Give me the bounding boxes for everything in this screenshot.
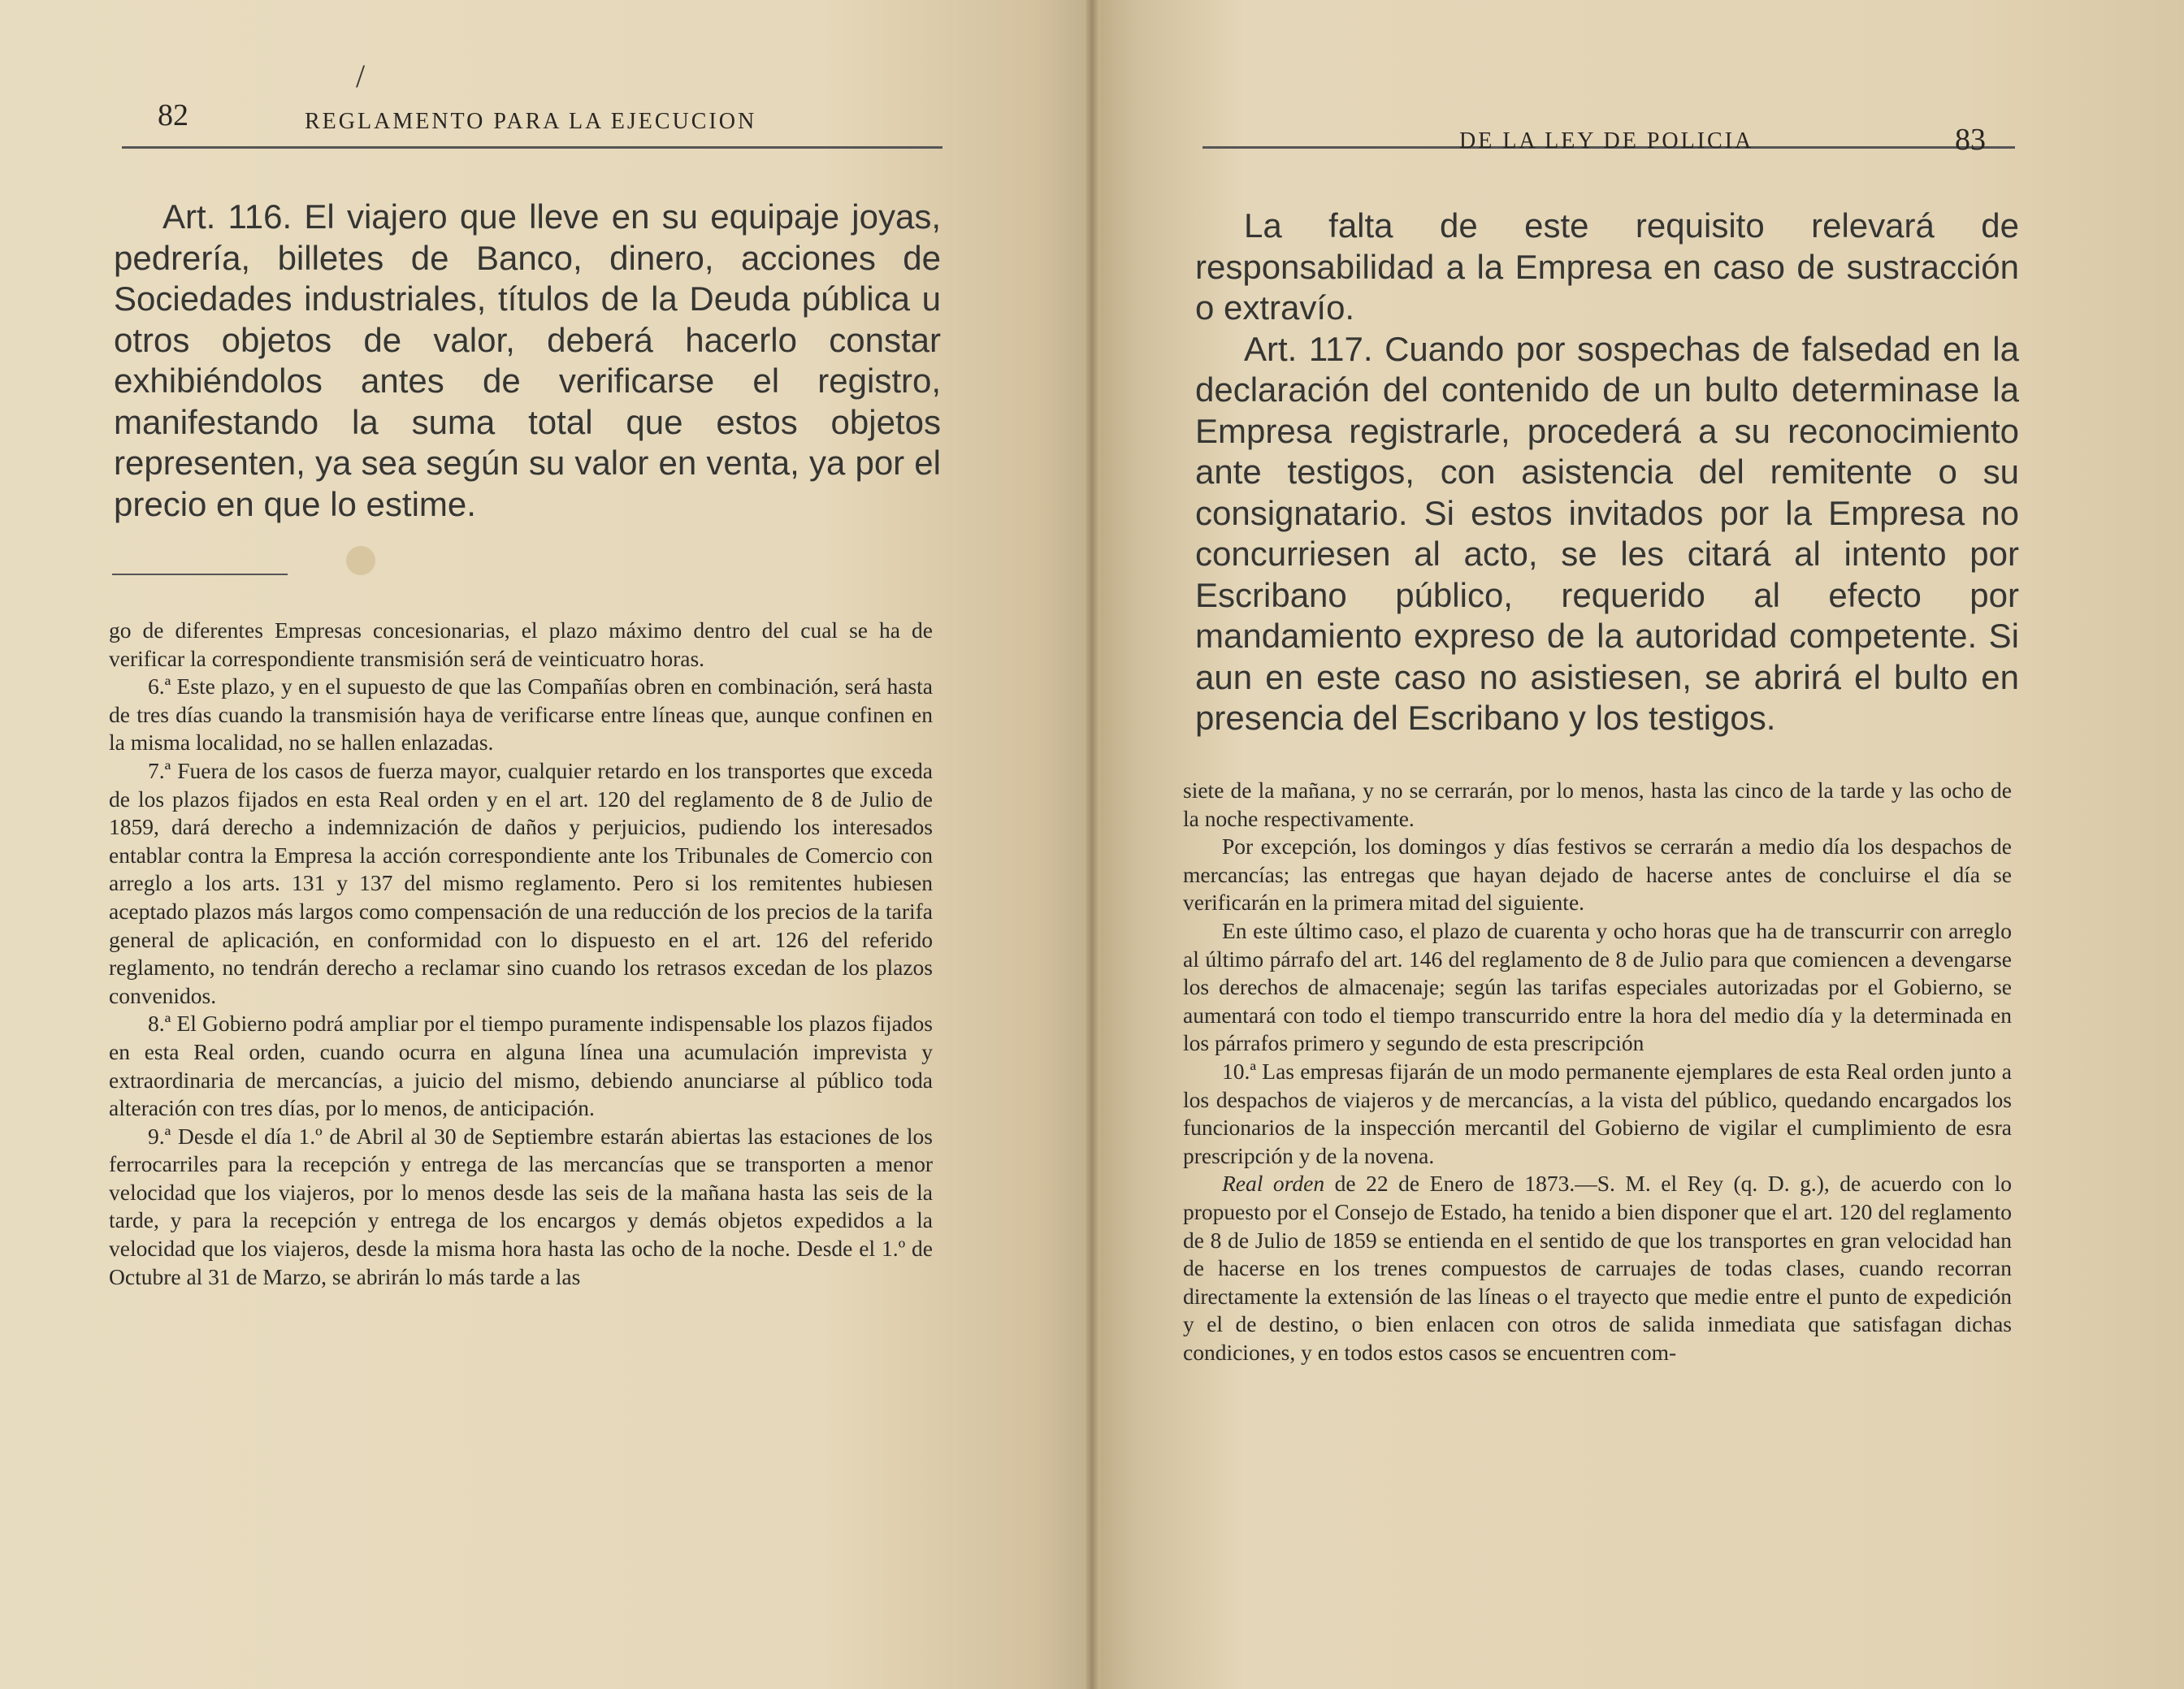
footnote-paragraph: siete de la mañana, y no se cerrarán, por lo menos, hasta las cinco de la tarde y las ocho de la noche respectivamente. xyxy=(1183,777,2012,831)
article-text xyxy=(1195,206,2019,739)
footnote-paragraph: En este último caso, el plazo de cuarenta y ocho horas que ha de transcurrir con arreglo al último párrafo del art. 146 del reglamento de 8 de Julio para que comiencen a devengarse los derechos de almacenaje; según las tarifas especiales autorizadas por el Gobierno, se aumentará con todo el tiempo transcurrido entre la hora del medio día y la determinada en los párrafos primero y segundo de esta prescripción xyxy=(1183,917,2012,1056)
footnote-text xyxy=(1183,777,2012,1366)
footnote-paragraph: 6.ª Este plazo, y en el supuesto de que las Compañías obren en combinación, será hasta de tres días cuando la transmisión haya de verificarse entre líneas que, aunque confinen en la misma localidad, no se hallen enlazadas. xyxy=(109,673,933,756)
footnote-paragraph: go de diferentes Empresas concesionarias, el plazo máximo dentro del cual se ha de verificar la correspondiente transmisión será de veinticuatro horas. xyxy=(109,617,933,671)
footnote-paragraph: 7.ª Fuera de los casos de fuerza mayor, cualquier retardo en los transportes que exceda de los plazos fijados en esta Real orden y en el art. 120 del reglamento de 8 de Julio de 1859, dará derecho a indemnización de daños y perjuicios, pudiendo los interesados entablar contra la Empresa la acción correspondiente ante los Tribunales de Comercio con arreglo a los arts. 131 y 137 del mismo reglamento. Pero si los remitentes hubiesen aceptado plazos más largos como compensación de una reducción de los precios de la tarifa general de aplicación, en conformidad con lo dispuesto en el art. 126 del referido reglamento, no tendrán derecho a reclamar sino cuando los retrasos excedan de los plazos convenidos. xyxy=(109,757,933,1008)
pen-mark: / xyxy=(356,58,366,94)
footnote-paragraph: 9.ª Desde el día 1.º de Abril al 30 de Septiembre estarán abiertas las estaciones de los ferrocarriles para la recepción y entrega de las mercancías que se transporten a menor velocidad que los viajeros, por lo menos desde las seis de la mañana hasta las seis de la tarde, y para la recepción y entrega de los encargos y demás objetos expedidos a la velocidad que los viajeros, desde la misma hora hasta las ocho de la noche. Desde el 1.º de Octubre al 31 de Marzo, se abrirán lo más tarde a las xyxy=(109,1123,933,1289)
footnote-text xyxy=(109,617,933,1291)
footnote-rule xyxy=(112,574,288,575)
article-paragraph: Art. 117. Cuando por sospechas de falsedad en la declaración del contenido de un bulto determinase la Empresa registrarle, procederá a su reconocimiento ante testigos, con asistencia del remitente o su consignatario. Si estos invitados por la Empresa no concurriesen al acto, se les citará al intento por Escribano público, requerido al efecto por mandamiento expreso de la autoridad competente. Si aun en este caso no asistiesen, se abrirá el bulto en presencia del Escribano y los testigos. xyxy=(1195,329,2019,737)
article-paragraph: La falta de este requisito relevará de responsabilidad a la Empresa en caso de sustracción o extravío. xyxy=(1195,206,2019,327)
running-title: REGLAMENTO PARA LA EJECUCION xyxy=(305,109,757,134)
right-page xyxy=(1092,0,2184,1689)
right-page-header xyxy=(1202,96,2015,157)
running-title: DE LA LEY DE POLICIA xyxy=(1459,128,1754,154)
book-gutter xyxy=(1084,0,1100,1689)
real-orden-text: de 22 de Enero de 1873.—S. M. el Rey (q. D. g.), de acuerdo con lo propuesto por el Consejo de Estado, ha tenido a bien disponer que el art. 120 del reglamento de 8 de Julio de 1859 se entienda en el sentido de que los transportes en gran velocidad han de hacerse en los trenes compuestos de carruajes de todas clases, cuando recorran directamente la extensión de las líneas o el trayecto que medie entre el punto de expedición y el de destino, o bien enlacen con otros de salida inmediata que satisfagan dichas condiciones, y en todos estos casos se encuentren com- xyxy=(1183,1171,2012,1365)
page-number: 82 xyxy=(158,98,188,132)
footnote-paragraph: 10.ª Las empresas fijarán de un modo permanente ejemplares de esta Real orden junto a los despachos de viajeros y de mercancías, a la vista del público, quedando encargados los funcionarios de la inspección mercantil del Gobierno de vigilar el cumplimiento de esra prescripción y de la novena. xyxy=(1183,1058,2012,1168)
real-orden-paragraph xyxy=(1183,1170,2012,1366)
footnote-paragraph: 8.ª El Gobierno podrá ampliar por el tiempo puramente indispensable los plazos fijados en esta Real orden, cuando ocurra en alguna línea una acumulación imprevista y extraordinaria de mercancías, a juicio del mismo, debiendo anunciarse al público toda alteración con tres días, por lo menos, de anticipación. xyxy=(109,1011,933,1121)
article-text xyxy=(114,197,941,525)
real-orden-label: Real orden xyxy=(1222,1171,1325,1197)
page-number: 83 xyxy=(1955,123,1986,157)
left-page-header xyxy=(122,96,942,149)
article-paragraph: Art. 116. El viajero que lleve en su equipaje joyas, pedrería, billetes de Banco, dinero, acciones de Sociedades industriales, títulos de la Deuda pública u otros objetos de valor, deberá hacerlo constar exhibiéndolos antes de verificarse el registro, manifestando la suma total que estos objetos representen, ya sea según su valor en venta, ya por el precio en que lo estime. xyxy=(114,197,941,523)
stain xyxy=(346,546,375,575)
footnote-paragraph: Por excepción, los domingos y días festivos se cerrarán a medio día los despachos de mercancías; las entregas que hayan dejado de hacerse antes de concluirse el día se verificarán en la primera mitad del siguiente. xyxy=(1183,834,2012,916)
